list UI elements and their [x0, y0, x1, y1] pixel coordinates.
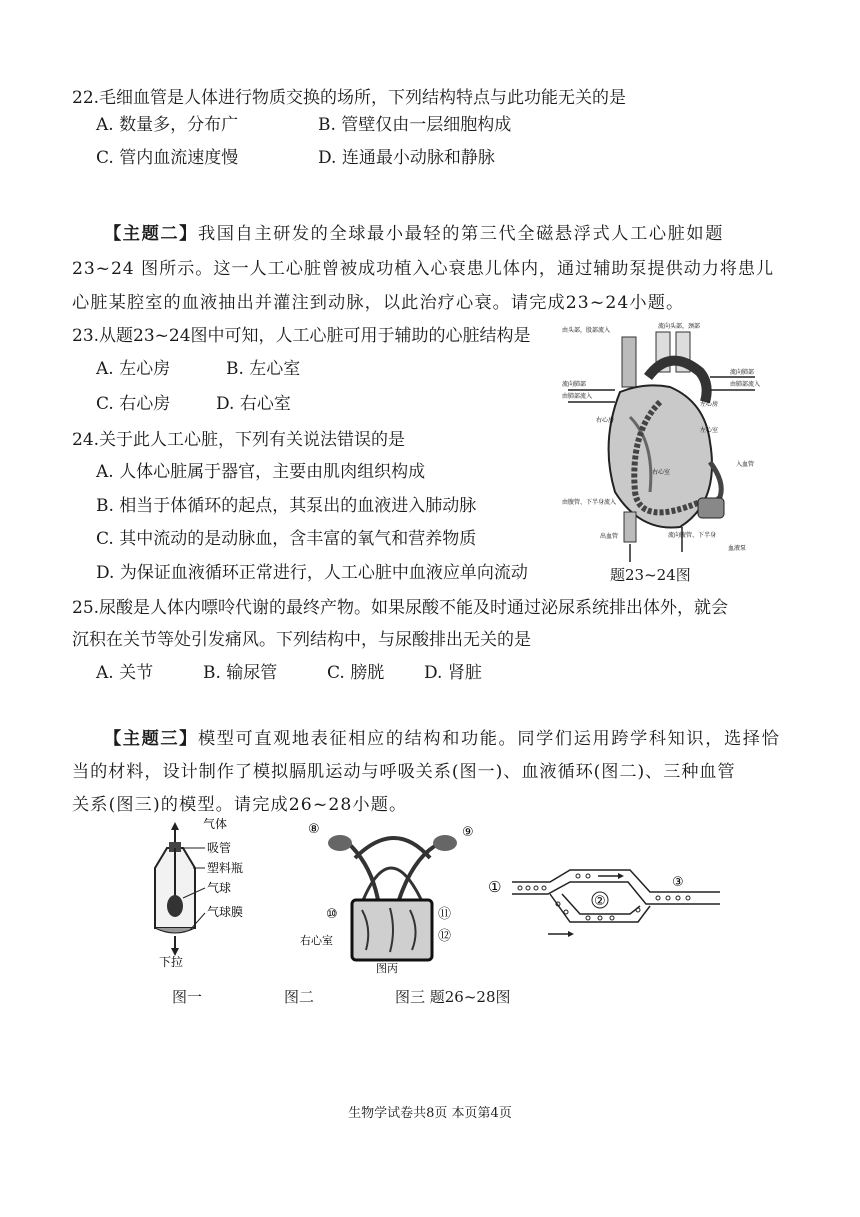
fig3-label-1: ① [488, 878, 502, 896]
question-25-stem-line2: 沉积在关节等处引发痛风。下列结构中，与尿酸排出无关的是 [72, 630, 531, 650]
balloon-membrane-shape [155, 928, 195, 933]
fig2-label-11: ⑪ [438, 907, 452, 922]
question-24-option-b: B. 相当于体循环的起点，其泵出的血液进入肺动脉 [96, 496, 477, 516]
fig1-label-balloon: 气球 [207, 881, 232, 895]
question-22-option-c: C. 管内血流速度慢 [96, 148, 239, 168]
question-23-option-d: D. 右心室 [216, 394, 291, 414]
topic-2-text1: 我国自主研发的全球最小最轻的第三代全磁悬浮式人工心脏如题 [197, 224, 725, 244]
heart-label-right-ventricle: 右心室 [652, 469, 671, 476]
heart-figure-caption: 题23~24图 [610, 566, 691, 584]
flow-arrowhead-lower-icon [568, 931, 574, 937]
question-25-option-a: A. 关节 [96, 663, 154, 683]
heart-label-top-left: 由头部，股部流入 [562, 327, 611, 334]
fig3-label-3: ③ [672, 875, 684, 890]
page-footer: 生物学试卷共8页 本页第4页 [348, 1106, 512, 1121]
fig2-label-8: ⑧ [308, 822, 320, 837]
question-25-stem-line1: 25.尿酸是人体内嘌呤代谢的最终产物。如果尿酸不能及时通过泌尿系统排出体外，就会 [72, 598, 729, 618]
topic-2-line2: 23~24 图所示。这一人工心脏曾被成功植入心衰患儿体内，通过辅助泵提供动力将患儿 [72, 259, 775, 279]
question-22-stem: 22.毛细血管是人体进行物质交换的场所，下列结构特点与此功能无关的是 [72, 88, 627, 108]
flow-arrowhead-upper-icon [618, 873, 624, 879]
figure-3-caption: 图三 题26~28图 [395, 988, 511, 1006]
topic-3-line1 [104, 727, 780, 751]
heart-label-left2: 由肺部流入 [562, 393, 593, 400]
heart-label-inflow: 入血管 [736, 461, 755, 468]
question-25-option-d: D. 肾脏 [424, 663, 482, 683]
question-25-option-c: C. 膀胱 [327, 663, 385, 683]
question-22-option-b: B. 管壁仅由一层细胞构成 [318, 115, 512, 135]
vessel-inner-edge [512, 882, 720, 904]
question-24-option-d: D. 为保证血液循环正常进行，人工心脏中血液应单向流动 [96, 563, 528, 583]
question-24-option-c: C. 其中流动的是动脉血，含丰富的氧气和营养物质 [96, 529, 477, 549]
fig1-label-gas: 气体 [203, 818, 228, 831]
topic-2-title: 【主题二】 [104, 224, 198, 244]
fig2-label-12: ⑫ [438, 929, 452, 944]
fig1-label-membrane: 气球膜 [207, 905, 244, 919]
topic-3-title: 【主题三】 [104, 729, 198, 749]
fig1-label-bottle: 塑料瓶 [207, 861, 244, 875]
inferior-vena-cava-shape [624, 512, 636, 542]
lung-left-shape [328, 835, 352, 851]
topic-3-line3: 关系(图三)的模型。请完成26~28小题。 [72, 795, 408, 815]
heart-label-bottom-mid: 流向腹管、下半身 [668, 532, 717, 539]
heart-label-top-right: 流向头部，颈部 [658, 323, 701, 330]
heart-label-right1: 流向肺部 [730, 369, 755, 376]
question-25-option-b: B. 输尿管 [203, 663, 278, 683]
question-24-option-a: A. 人体心脏属于器官，主要由肌肉组织构成 [96, 462, 426, 482]
question-24-stem: 24.关于此人工心脏，下列有关说法错误的是 [72, 430, 406, 450]
question-23-stem: 23.从题23~24图中可知，人工心脏可用于辅助的心脏结构是 [72, 326, 531, 346]
figure-2-caption: 图二 [284, 988, 315, 1006]
lung-right-shape [433, 835, 457, 851]
gas-arrow-icon [171, 822, 179, 830]
heart-label-left-ventricle: 左心室 [700, 427, 719, 434]
heart-label-left-atrium: 左心房 [700, 401, 719, 408]
question-23-option-b: B. 左心室 [226, 359, 301, 379]
topic-3-text1: 模型可直观地表征相应的结构和功能。同学们运用跨学科知识，选择恰 [197, 729, 781, 749]
vessel-top-shape [355, 838, 430, 858]
balloon-shape [167, 895, 183, 917]
vessel-upper-edge [512, 870, 720, 892]
superior-vena-cava-shape [622, 337, 636, 387]
artificial-heart-diagram [560, 322, 780, 567]
question-23-option-c: C. 右心房 [96, 394, 171, 414]
fig2-label-right-ventricle: 右心室 [300, 934, 333, 947]
figure-1-diaphragm-model [135, 818, 265, 968]
heart-label-bottom-left: 由腹管、下半身流入 [562, 499, 617, 506]
fig3-label-2: ② [594, 894, 606, 909]
question-23-option-a: A. 左心房 [96, 359, 171, 379]
topic-2-line3: 心脏某腔室的血液抽出并灌注到动脉，以此治疗心衰。请完成23~24小题。 [72, 293, 685, 313]
figure-1-caption: 图一 [172, 988, 203, 1006]
figure-2-circulation-model [300, 818, 485, 978]
heart-label-outflow: 出血管 [600, 533, 619, 540]
artificial-heart-figure [560, 322, 780, 567]
pump-device-shape [698, 498, 724, 518]
figure-3-blood-vessel-model [488, 860, 728, 945]
topic-2-line1 [104, 222, 724, 246]
fig1-label-straw: 吸管 [207, 841, 232, 855]
fig2-label-bing: 图丙 [376, 962, 398, 975]
question-22-option-a: A. 数量多，分布广 [96, 115, 239, 135]
heart-label-left1: 流向肺部 [562, 381, 587, 388]
heart-label-pump: 血液泵 [728, 545, 747, 552]
fig2-label-9: ⑨ [462, 825, 474, 840]
heart-label-right-atrium: 右心房 [596, 417, 615, 424]
question-22-option-d: D. 连通最小动脉和静脉 [318, 148, 495, 168]
heart-label-right2: 由肺部流入 [730, 381, 761, 388]
topic-3-line2: 当的材料，设计制作了模拟膈肌运动与呼吸关系(图一)、血液循环(图二)、三种血管 [72, 762, 736, 782]
fig1-label-pull: 下拉 [159, 955, 184, 968]
fig2-label-10: ⑩ [326, 907, 338, 922]
